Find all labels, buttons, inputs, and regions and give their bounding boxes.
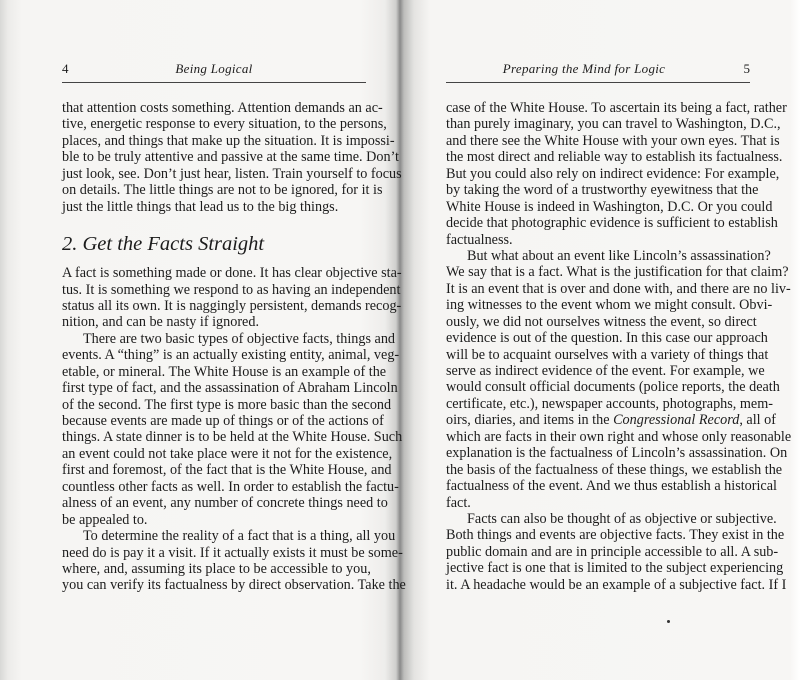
text-line: by taking the word of a trustworthy eyewitness that the bbox=[446, 182, 759, 199]
text-line: case of the White House. To ascertain its being a fact, rather bbox=[446, 100, 787, 116]
text-line: serve as indirect evidence of the event. For example, we bbox=[446, 363, 765, 379]
text-line: White House is indeed in Washington, D.C. Or you could bbox=[446, 198, 773, 215]
page-body bbox=[446, 100, 792, 593]
running-title: Preparing the Mind for Logic bbox=[502, 61, 666, 76]
text-line: the most direct and reliable way to establish its factualness. bbox=[446, 149, 783, 166]
text-line: than purely imaginary, you can travel to Washington, D.C., bbox=[446, 116, 781, 133]
text-line: decide that photographic evidence is sufficient to establish bbox=[446, 215, 778, 232]
text-line: would consult official documents (police reports, the death bbox=[446, 379, 780, 396]
page-speck bbox=[667, 620, 670, 623]
text-line: It is an event that is over and done with, and there are no liv- bbox=[446, 280, 791, 297]
section-heading: 2. Get the Facts Straight bbox=[62, 233, 265, 256]
page-number: 5 bbox=[743, 61, 750, 76]
text-line: the basis of the factualness of these things, we establish the bbox=[446, 461, 783, 478]
text-line: tive, energetic response to every situation, to the persons, bbox=[62, 116, 387, 133]
text-line: We say that is a fact. What is the justification for that claim? bbox=[446, 264, 789, 281]
text-line: public domain and are in principle accessible to all. A sub- bbox=[446, 543, 779, 560]
italic-title: Congressional Record bbox=[613, 412, 740, 429]
text-line: nition, and can be nasty if ignored. bbox=[62, 314, 259, 331]
running-header bbox=[62, 61, 366, 81]
header-rule bbox=[62, 82, 366, 83]
text-line: need do is pay it a visit. If it actually exists it must be some- bbox=[62, 544, 403, 561]
right-page bbox=[446, 0, 792, 680]
text-line: There are two basic types of objective facts, things and bbox=[83, 330, 396, 347]
text-line: tus. It is something we respond to as having an independent bbox=[62, 281, 401, 298]
text-line: an event could not take place were it not for the existence, bbox=[62, 445, 393, 462]
text-line: countless other facts as well. In order to establish the factu- bbox=[62, 478, 399, 495]
text-line bbox=[446, 412, 776, 429]
text-line: But what about an event like Lincoln’s assassination? bbox=[467, 247, 771, 264]
text-line: events. A “thing” is an actually existing entity, animal, veg- bbox=[62, 347, 400, 364]
text-line: first type of fact, and the assassination of Abraham Lincoln bbox=[62, 380, 398, 397]
text-line: places, and things that make up the situation. It is impossi- bbox=[62, 132, 395, 149]
text-line: certificate, etc.), newspaper accounts, photographs, mem- bbox=[446, 395, 773, 412]
text-line: ing witnesses to the event whom we might consult. Obvi- bbox=[446, 297, 773, 314]
text-line: But you could also rely on indirect evidence: For example, bbox=[446, 165, 780, 182]
text-line: ble to be truly attentive and passive at the same time. Don’t bbox=[62, 149, 399, 166]
text-line: Both things and events are objective facts. They exist in the bbox=[446, 527, 785, 544]
text-line: To determine the reality of a fact that is a thing, all you bbox=[83, 528, 396, 545]
text-line: first and foremost, of the fact that is the White House, and bbox=[62, 462, 392, 479]
left-page bbox=[62, 0, 406, 680]
page-body bbox=[62, 100, 406, 594]
text-line: etable, or mineral. The White House is an example of the bbox=[62, 363, 387, 380]
text-line: just the little things that lead us to the big things. bbox=[62, 198, 339, 215]
text-line: which are facts in their own right and whose only reasonable bbox=[446, 428, 792, 445]
text-line: A fact is something made or done. It has clear objective sta- bbox=[62, 265, 402, 282]
text-line: that attention costs something. Attention demands an ac- bbox=[62, 100, 383, 116]
text-line: it. A headache would be an example of a subjective fact. If I bbox=[446, 576, 787, 593]
text-line: status all its own. It is naggingly persistent, demands recog- bbox=[62, 297, 402, 314]
running-title: Being Logical bbox=[175, 61, 253, 76]
text-line: things. A state dinner is to be held at the White House. Such bbox=[62, 429, 403, 446]
text-line: where, and, assuming its place to be accessible to you, bbox=[62, 560, 371, 577]
text-line: fact. bbox=[446, 494, 471, 511]
page-number: 4 bbox=[62, 61, 69, 76]
text-line: of the second. The first type is more basic than the second bbox=[62, 396, 392, 413]
text-line: factualness of the event. And we thus establish a historical bbox=[446, 478, 777, 495]
text-line: on details. The little things are not to be ignored, for it is bbox=[62, 182, 383, 199]
text-line: alness of an event, any number of concrete things need to bbox=[62, 495, 388, 512]
text-line: and there see the White House with your own eyes. That is bbox=[446, 132, 780, 149]
text-line: evidence is out of the question. In this case our approach bbox=[446, 330, 768, 347]
text-line: you can verify its factualness by direct observation. Take the bbox=[62, 577, 406, 594]
text-line: jective fact is one that is limited to the subject experiencing bbox=[446, 560, 784, 577]
text-line: factualness. bbox=[446, 231, 513, 248]
text-line: be appealed to. bbox=[62, 511, 148, 528]
running-header bbox=[446, 61, 750, 81]
text-line: because events are made up of things or of the actions of bbox=[62, 413, 384, 429]
text-line: ously, we did not ourselves witness the event, so direct bbox=[446, 313, 757, 330]
text-line: Facts can also be thought of as objective or subjective. bbox=[467, 510, 777, 527]
text-span: , all of bbox=[739, 412, 776, 429]
text-line: will be to acquaint ourselves with a variety of things that bbox=[446, 346, 769, 363]
text-span: oirs, diaries, and items in the bbox=[446, 412, 614, 429]
header-rule bbox=[446, 82, 750, 83]
text-line: explanation is the factualness of Lincoln’s assassination. On bbox=[446, 445, 788, 462]
text-line: just look, see. Don’t just hear, listen. Train yourself to focus bbox=[62, 165, 402, 182]
